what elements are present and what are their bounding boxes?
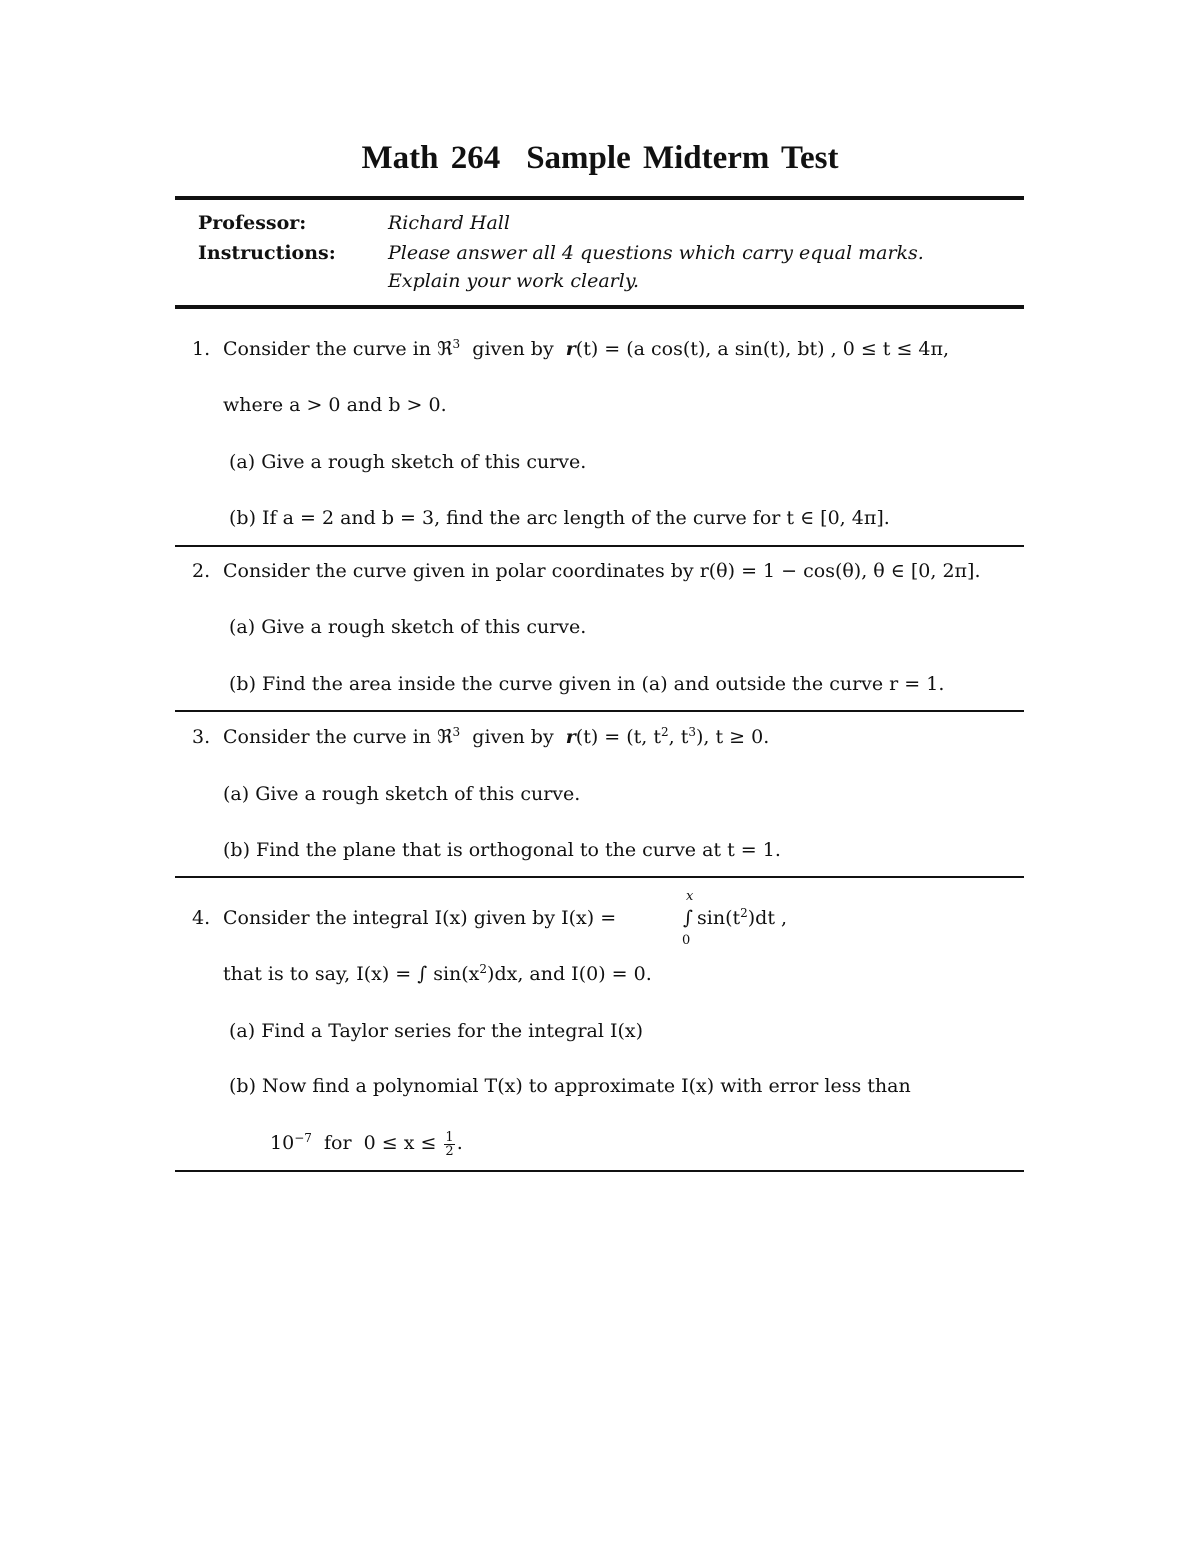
test-name: Sample Midterm Test: [526, 140, 839, 176]
header-bottom-rule: [175, 305, 1024, 309]
question-divider: [175, 710, 1024, 712]
question-1-condition: where a > 0 and b > 0.: [223, 394, 447, 416]
question-3b: (b) Find the plane that is orthogonal to the curve at t = 1.: [223, 839, 781, 861]
question-1-statement: Consider the curve in ℜ$^3$ given by r(t) = (a cos(t), a sin(t), bt) , 0 ≤ t ≤ 4π,: [223, 337, 950, 360]
question-4-antiderivative: that is to say, I(x) = ∫ $\sin(x^2)dx$, and I(0) = 0.: [223, 962, 652, 985]
question-divider: [175, 545, 1024, 547]
header-top-rule: [175, 196, 1024, 200]
question-2a: (a) Give a rough sketch of this curve.: [229, 616, 587, 638]
question-3-number: 3.: [192, 726, 211, 748]
question-1-number: 1.: [192, 338, 211, 360]
professor-name: Richard Hall: [388, 212, 510, 234]
integral-sign: ∫: [683, 907, 693, 929]
course-code: Math 264: [361, 140, 501, 176]
question-2-number: 2.: [192, 560, 211, 582]
fraction-one-half: $\frac{1}{2}$: [445, 1129, 454, 1159]
page-title: [0, 138, 1200, 178]
question-4b: (b) Now find a polynomial T(x) to approximate I(x) with error less than: [229, 1075, 911, 1097]
question-1b: (b) If a = 2 and b = 3, find the arc length of the curve for t ∈ [0, 4π].: [229, 507, 890, 529]
instructions-line-2: Explain your work clearly.: [388, 270, 640, 292]
question-2b: (b) Find the area inside the curve given in (a) and outside the curve r = 1.: [229, 673, 945, 695]
question-3-statement: Consider the curve in ℜ$^3$ given by r(t) = (t, $t^2$, $t^3$), t ≥ 0.: [223, 725, 770, 748]
instructions-label: Instructions:: [198, 242, 336, 264]
question-4-number: 4.: [192, 907, 211, 929]
question-1a: (a) Give a rough sketch of this curve.: [229, 451, 587, 473]
question-4-statement: Consider the integral I(x) given by I(x) =: [223, 907, 617, 929]
professor-label: Professor:: [198, 212, 307, 234]
question-2-statement: Consider the curve given in polar coordinates by r(θ) = 1 − cos(θ), θ ∈ [0, 2π].: [223, 560, 981, 582]
question-4a: (a) Find a Taylor series for the integral I(x): [229, 1020, 644, 1042]
integral-lower-limit: 0: [682, 933, 691, 948]
integrand: $\sin(t^2)dt$ ,: [697, 906, 788, 929]
question-4b-continuation: $10^{-7}$ for 0 ≤ x ≤ $\frac{1}{2}$ .: [270, 1129, 463, 1159]
question-divider: [175, 876, 1024, 878]
instructions-line-1: Please answer all 4 questions which carry equal marks.: [388, 242, 924, 264]
integral-upper-limit: x: [686, 889, 694, 904]
question-3a: (a) Give a rough sketch of this curve.: [223, 783, 581, 805]
question-divider: [175, 1170, 1024, 1172]
